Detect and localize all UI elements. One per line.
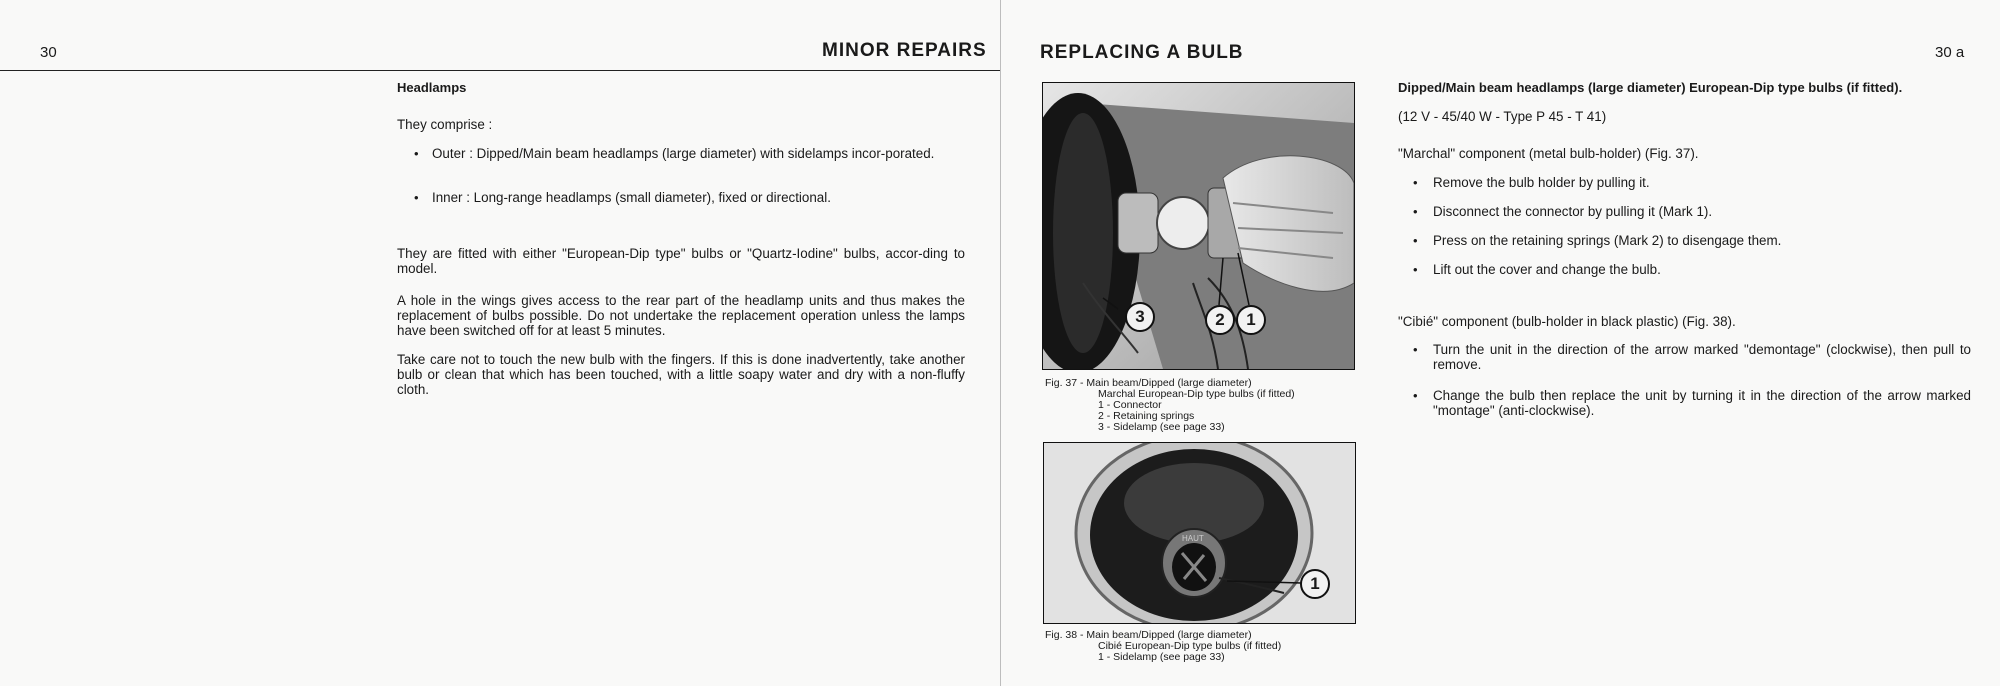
- page-number-right: 30 a: [1935, 44, 1965, 61]
- list-item-text: Remove the bulb holder by pulling it.: [1433, 175, 1650, 190]
- caption-line: Marchal European-Dip type bulbs (if fitted): [1098, 388, 1295, 400]
- callout-2: 2: [1205, 305, 1235, 335]
- right-page: [1001, 0, 2000, 686]
- list-item-text: Lift out the cover and change the bulb.: [1433, 262, 1661, 277]
- haut-stamp: HAUT: [1182, 534, 1204, 543]
- figure-38-caption: [1045, 630, 1365, 663]
- list-item-text: Outer : Dipped/Main beam headlamps (large diameter) with sidelamps incor-porated.: [432, 146, 935, 161]
- caption-line: Fig. 38 - Main beam/Dipped (large diameter): [1045, 629, 1252, 641]
- bullet-icon: •: [1413, 388, 1418, 403]
- section-heading: Headlamps: [397, 80, 467, 95]
- headlamp-rear-photo: [1043, 83, 1354, 369]
- cibie-title: "Cibié" component (bulb-holder in black plastic) (Fig. 38).: [1398, 314, 1736, 329]
- page-number-left: 30: [40, 44, 57, 61]
- caption-line: Cibié European-Dip type bulbs (if fitted): [1098, 640, 1282, 652]
- figure-37-caption: [1045, 378, 1365, 433]
- callout-1: 1: [1300, 569, 1330, 599]
- caption-line: 2 - Retaining springs: [1098, 410, 1195, 422]
- bullet-icon: •: [414, 146, 419, 161]
- list-item-text: Disconnect the connector by pulling it (Mark 1).: [1433, 204, 1713, 219]
- list-item-text: Inner : Long-range headlamps (small diameter), fixed or directional.: [432, 190, 831, 205]
- bullet-icon: •: [1413, 262, 1418, 277]
- list-item: [414, 190, 966, 205]
- header-rule-left: [0, 70, 1000, 71]
- section-heading: Dipped/Main beam headlamps (large diameter) European-Dip type bulbs (if fitted).: [1398, 80, 1903, 95]
- bullet-icon: •: [1413, 342, 1418, 357]
- list-item: [1413, 388, 1971, 418]
- bullet-icon: •: [414, 190, 419, 205]
- bullet-icon: •: [1413, 175, 1418, 190]
- callout-3: 3: [1125, 302, 1155, 332]
- paragraph: Take care not to touch the new bulb with the fingers. If this is done inadvertently, take another bulb or clean that which has been touched, with a little soapy water and dry with a non-fluffy cloth.: [397, 352, 965, 398]
- list-item: [1413, 204, 1963, 219]
- list-item: [414, 146, 966, 161]
- figure-38-photo: [1043, 442, 1356, 624]
- list-item: [1413, 262, 1963, 277]
- list-item-text: Press on the retaining springs (Mark 2) to disengage them.: [1433, 233, 1782, 248]
- bullet-icon: •: [1413, 204, 1418, 219]
- caption-line: 1 - Sidelamp (see page 33): [1098, 651, 1225, 663]
- bulb-spec: (12 V - 45/40 W - Type P 45 - T 41): [1398, 109, 1607, 124]
- caption-line: 1 - Connector: [1098, 399, 1162, 411]
- list-item: [1413, 233, 1963, 248]
- running-title-right: REPLACING A BULB: [1040, 42, 1244, 63]
- bullet-icon: •: [1413, 233, 1418, 248]
- caption-line: Fig. 37 - Main beam/Dipped (large diameter): [1045, 377, 1252, 389]
- figure-37-photo: [1042, 82, 1355, 370]
- callout-1: 1: [1236, 305, 1266, 335]
- caption-line: 3 - Sidelamp (see page 33): [1098, 421, 1225, 433]
- intro-text: They comprise :: [397, 117, 493, 132]
- marchal-title: "Marchal" component (metal bulb-holder) (Fig. 37).: [1398, 146, 1699, 161]
- list-item: [1413, 175, 1963, 190]
- paragraph: A hole in the wings gives access to the rear part of the headlamp units and thus makes the replacement of bulbs possible. Do not undertake the replacement operation unless the lamps have been switched off for at least 5 minutes.: [397, 293, 965, 339]
- list-item-text: Turn the unit in the direction of the arrow marked "demontage" (clockwise), then pull to remove.: [1433, 342, 1971, 372]
- list-item-text: Change the bulb then replace the unit by turning it in the direction of the arrow marked "montage" (anti-clockwise).: [1433, 388, 1971, 418]
- list-item: [1413, 342, 1971, 372]
- paragraph: They are fitted with either "European-Dip type" bulbs or "Quartz-Iodine" bulbs, accor-ding to model.: [397, 246, 965, 277]
- running-title-left: MINOR REPAIRS: [822, 40, 987, 61]
